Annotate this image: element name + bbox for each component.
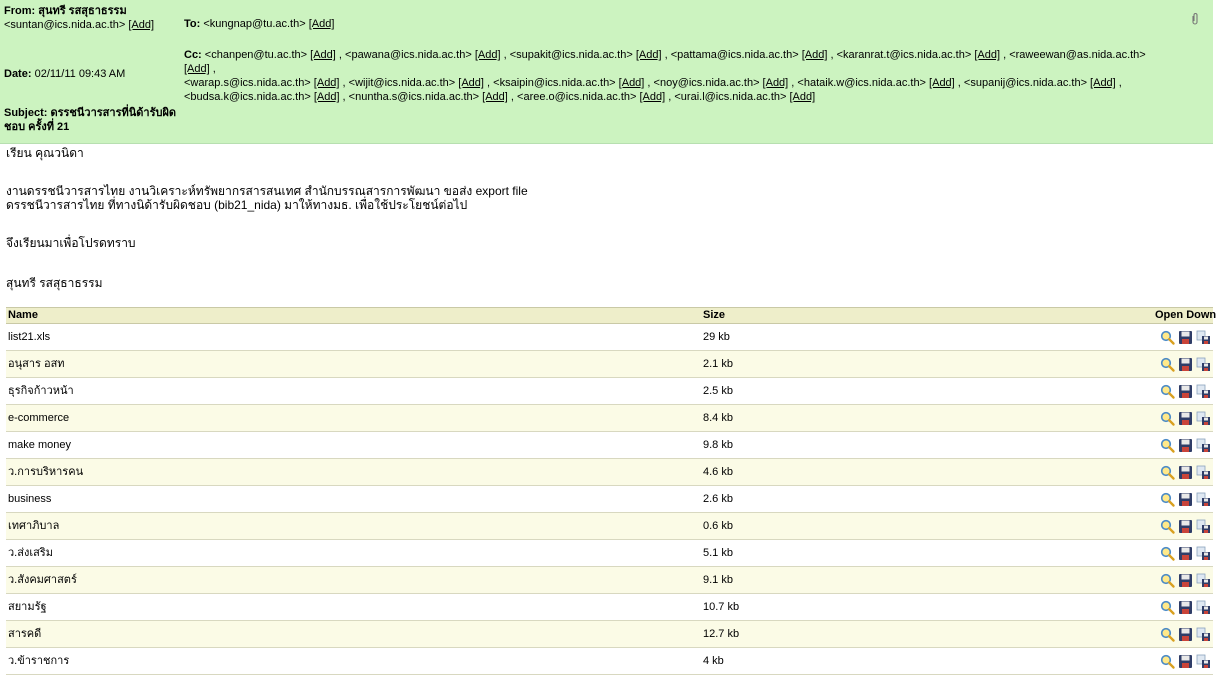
download-icon[interactable] (1196, 329, 1211, 344)
add-contact-link[interactable]: [Add] (308, 18, 335, 30)
download-icon[interactable] (1196, 410, 1211, 425)
cc-separator: , (665, 91, 672, 103)
add-contact-link[interactable]: [Add] (1090, 77, 1116, 89)
cc-email: <hataik.w@ics.nida.ac.th> (794, 77, 930, 89)
col-download-header: Down (1186, 309, 1216, 321)
download-icon[interactable] (1196, 464, 1211, 479)
magnifier-icon[interactable] (1160, 437, 1175, 452)
add-contact-link[interactable]: [Add] (801, 49, 828, 61)
row-actions (1160, 356, 1211, 372)
col-name-header: Name (8, 309, 38, 321)
magnifier-icon[interactable] (1160, 545, 1175, 560)
file-size: 2.5 kb (703, 385, 733, 397)
date-value: 02/11/11 09:43 AM (34, 68, 126, 80)
magnifier-icon[interactable] (1160, 356, 1175, 371)
email-header (0, 0, 1213, 144)
file-size: 29 kb (703, 331, 730, 343)
cc-email: <supanij@ics.nida.ac.th> (960, 77, 1091, 89)
row-actions (1160, 599, 1211, 615)
file-size: 12.7 kb (703, 628, 740, 640)
add-contact-link[interactable]: [Add] (929, 77, 955, 89)
closing: จึงเรียนมาเพื่อโปรดทราบ (6, 236, 136, 250)
floppy-save-icon[interactable] (1178, 356, 1193, 371)
add-contact-link[interactable]: [Add] (313, 91, 340, 103)
add-contact-link[interactable]: [Add] (128, 19, 154, 31)
subject-value: ดรรชนีวารสารที่นิด้ารับผิดชอบ ครั้งที่ 21 (4, 107, 177, 133)
add-contact-link[interactable]: [Add] (762, 77, 789, 89)
floppy-save-icon[interactable] (1178, 383, 1193, 398)
cc-separator: , (335, 49, 342, 61)
from-name: สุนทรี รสสุธาธรรม (38, 5, 127, 17)
floppy-save-icon[interactable] (1178, 518, 1193, 533)
floppy-save-icon[interactable] (1178, 491, 1193, 506)
file-name: อนุสาร อสท (8, 358, 65, 370)
row-actions (1160, 653, 1211, 669)
magnifier-icon[interactable] (1160, 572, 1175, 587)
floppy-save-icon[interactable] (1178, 329, 1193, 344)
cc-separator: , (483, 77, 491, 89)
file-name: e-commerce (8, 412, 70, 424)
cc-separator: , (827, 49, 834, 61)
cc-email: <urai.l@ics.nida.ac.th> (671, 91, 790, 103)
file-size: 10.7 kb (703, 601, 740, 613)
cc-email: <pattama@ics.nida.ac.th> (667, 49, 802, 61)
magnifier-icon[interactable] (1160, 626, 1175, 641)
magnifier-icon[interactable] (1160, 518, 1175, 533)
download-icon[interactable] (1196, 383, 1211, 398)
cc-separator: , (500, 49, 507, 61)
row-actions (1160, 383, 1211, 399)
download-icon[interactable] (1196, 356, 1211, 371)
col-size-header: Size (703, 309, 726, 321)
table-row (6, 540, 1213, 567)
cc-line-3 (184, 90, 1164, 104)
cc-separator: , (507, 91, 514, 103)
download-icon[interactable] (1196, 653, 1211, 668)
magnifier-icon[interactable] (1160, 383, 1175, 398)
file-size: 4 kb (703, 655, 724, 667)
cc-email: <nuntha.s@ics.nida.ac.th> (345, 91, 483, 103)
message-body (6, 146, 528, 290)
attachments-table (6, 307, 1216, 675)
file-name: ว.ข้าราชการ (8, 655, 70, 667)
file-name: business (8, 493, 52, 505)
download-icon[interactable] (1196, 545, 1211, 560)
file-name: list21.xls (8, 331, 51, 343)
magnifier-icon[interactable] (1160, 653, 1175, 668)
file-name: สยามรัฐ (8, 601, 47, 613)
add-contact-link[interactable]: [Add] (974, 49, 1001, 61)
file-size: 2.6 kb (703, 493, 733, 505)
add-contact-link[interactable]: [Add] (482, 91, 508, 103)
table-row (6, 648, 1213, 675)
row-actions (1160, 437, 1211, 453)
magnifier-icon[interactable] (1160, 329, 1175, 344)
paragraph-line-2: ดรรชนีวารสารไทย ที่ทางนิด้ารับผิดชอบ (bib21_nida) มาให้ทางมธ. เพื่อใช้ประโยชน์ต่อไป (6, 198, 468, 212)
cc-email: <raweewan@as.nida.ac.th> (1006, 49, 1146, 61)
table-row (6, 621, 1213, 648)
cc-email: <ksaipin@ics.nida.ac.th> (490, 77, 619, 89)
row-actions (1160, 410, 1211, 426)
date-block (4, 67, 125, 81)
table-row (6, 432, 1213, 459)
paragraph-line-1: งานดรรชนีวารสารไทย งานวิเคราะห์ทรัพยากรสารสนเทศ สำนักบรรณสารการพัฒนา ขอส่ง export file (6, 184, 528, 198)
file-name: ว.ส่งเสริม (8, 547, 53, 559)
cc-separator: , (339, 77, 346, 89)
cc-email: <noy@ics.nida.ac.th> (650, 77, 763, 89)
download-icon[interactable] (1196, 626, 1211, 641)
table-body (6, 324, 1213, 675)
download-icon[interactable] (1196, 518, 1211, 533)
magnifier-icon[interactable] (1160, 464, 1175, 479)
from-block (4, 4, 154, 32)
col-actions-header (1155, 308, 1216, 323)
add-contact-link[interactable]: [Add] (458, 77, 484, 89)
row-actions (1160, 518, 1211, 534)
cc-email: <chanpen@tu.ac.th> (204, 49, 311, 61)
cc-separator: , (1000, 49, 1007, 61)
add-contact-link[interactable]: [Add] (184, 63, 210, 75)
table-row (6, 351, 1213, 378)
col-open-header: Open (1155, 309, 1184, 321)
table-row (6, 486, 1213, 513)
date-label: Date: (4, 68, 32, 80)
floppy-save-icon[interactable] (1178, 599, 1193, 614)
cc-separator: , (339, 91, 346, 103)
cc-label: Cc: (184, 49, 202, 61)
download-icon[interactable] (1196, 491, 1211, 506)
cc-separator: , (644, 77, 651, 89)
table-row (6, 567, 1213, 594)
cc-separator: , (1115, 77, 1122, 89)
from-email: <suntan@ics.nida.ac.th> (4, 19, 126, 31)
cc-email: <warap.s@ics.nida.ac.th> (184, 77, 314, 89)
row-actions (1160, 572, 1211, 588)
file-name: ว.การบริหารคน (8, 466, 84, 478)
row-actions (1160, 464, 1211, 480)
file-size: 8.4 kb (703, 412, 733, 424)
cc-email: <wijit@ics.nida.ac.th> (345, 77, 459, 89)
row-actions (1160, 329, 1211, 345)
row-actions (1160, 545, 1211, 561)
file-size: 9.8 kb (703, 439, 733, 451)
cc-separator: , (661, 49, 668, 61)
file-name: ธุรกิจก้าวหน้า (8, 385, 74, 397)
cc-line-1 (184, 48, 1164, 76)
download-icon[interactable] (1196, 599, 1211, 614)
floppy-save-icon[interactable] (1178, 545, 1193, 560)
table-header (6, 307, 1216, 324)
file-name: เทศาภิบาล (8, 520, 60, 532)
add-contact-link[interactable]: [Add] (635, 49, 662, 61)
floppy-save-icon[interactable] (1178, 626, 1193, 641)
row-actions (1160, 626, 1211, 642)
floppy-save-icon[interactable] (1178, 653, 1193, 668)
add-contact-link[interactable]: [Add] (474, 49, 501, 61)
download-icon[interactable] (1196, 572, 1211, 587)
floppy-save-icon[interactable] (1178, 437, 1193, 452)
to-line (184, 17, 334, 31)
add-contact-link[interactable]: [Add] (618, 77, 645, 89)
cc-separator: , (954, 77, 961, 89)
file-size: 0.6 kb (703, 520, 733, 532)
cc-separator: , (209, 63, 216, 75)
floppy-save-icon[interactable] (1178, 464, 1193, 479)
subject-label: Subject: (4, 107, 48, 119)
cc-email: <karanrat.t@ics.nida.ac.th> (833, 49, 975, 61)
cc-email: <aree.o@ics.nida.ac.th> (513, 91, 640, 103)
table-row (6, 459, 1213, 486)
to-label: To: (184, 18, 201, 30)
to-email: <kungnap@tu.ac.th> (203, 18, 306, 30)
file-size: 4.6 kb (703, 466, 733, 478)
file-size: 2.1 kb (703, 358, 733, 370)
cc-email: <pawana@ics.nida.ac.th> (341, 49, 475, 61)
add-contact-link[interactable]: [Add] (639, 91, 666, 103)
table-row (6, 405, 1213, 432)
row-actions (1160, 491, 1211, 507)
magnifier-icon[interactable] (1160, 410, 1175, 425)
cc-block (184, 48, 1164, 104)
table-row (6, 378, 1213, 405)
magnifier-icon[interactable] (1160, 491, 1175, 506)
subject-block (4, 106, 179, 134)
add-contact-link[interactable]: [Add] (310, 49, 336, 61)
floppy-save-icon[interactable] (1178, 410, 1193, 425)
magnifier-icon[interactable] (1160, 599, 1175, 614)
table-row (6, 513, 1213, 540)
table-row (6, 594, 1213, 621)
file-size: 9.1 kb (703, 574, 733, 586)
file-name: ว.สังคมศาสตร์ (8, 574, 77, 586)
add-contact-link[interactable]: [Add] (313, 77, 340, 89)
signature: สุนทรี รสสุธาธรรม (6, 276, 103, 290)
cc-line-2 (184, 76, 1164, 90)
add-contact-link[interactable]: [Add] (789, 91, 816, 103)
paperclip-icon[interactable] (1190, 12, 1200, 26)
table-row (6, 324, 1213, 351)
cc-email: <supakit@ics.nida.ac.th> (506, 49, 636, 61)
file-size: 5.1 kb (703, 547, 733, 559)
floppy-save-icon[interactable] (1178, 572, 1193, 587)
cc-email: <budsa.k@ics.nida.ac.th> (184, 91, 314, 103)
file-name: make money (8, 439, 71, 451)
cc-separator: , (788, 77, 795, 89)
download-icon[interactable] (1196, 437, 1211, 452)
file-name: สารคดี (8, 628, 42, 640)
from-label: From: (4, 5, 36, 17)
greeting: เรียน คุณวนิดา (6, 146, 84, 160)
